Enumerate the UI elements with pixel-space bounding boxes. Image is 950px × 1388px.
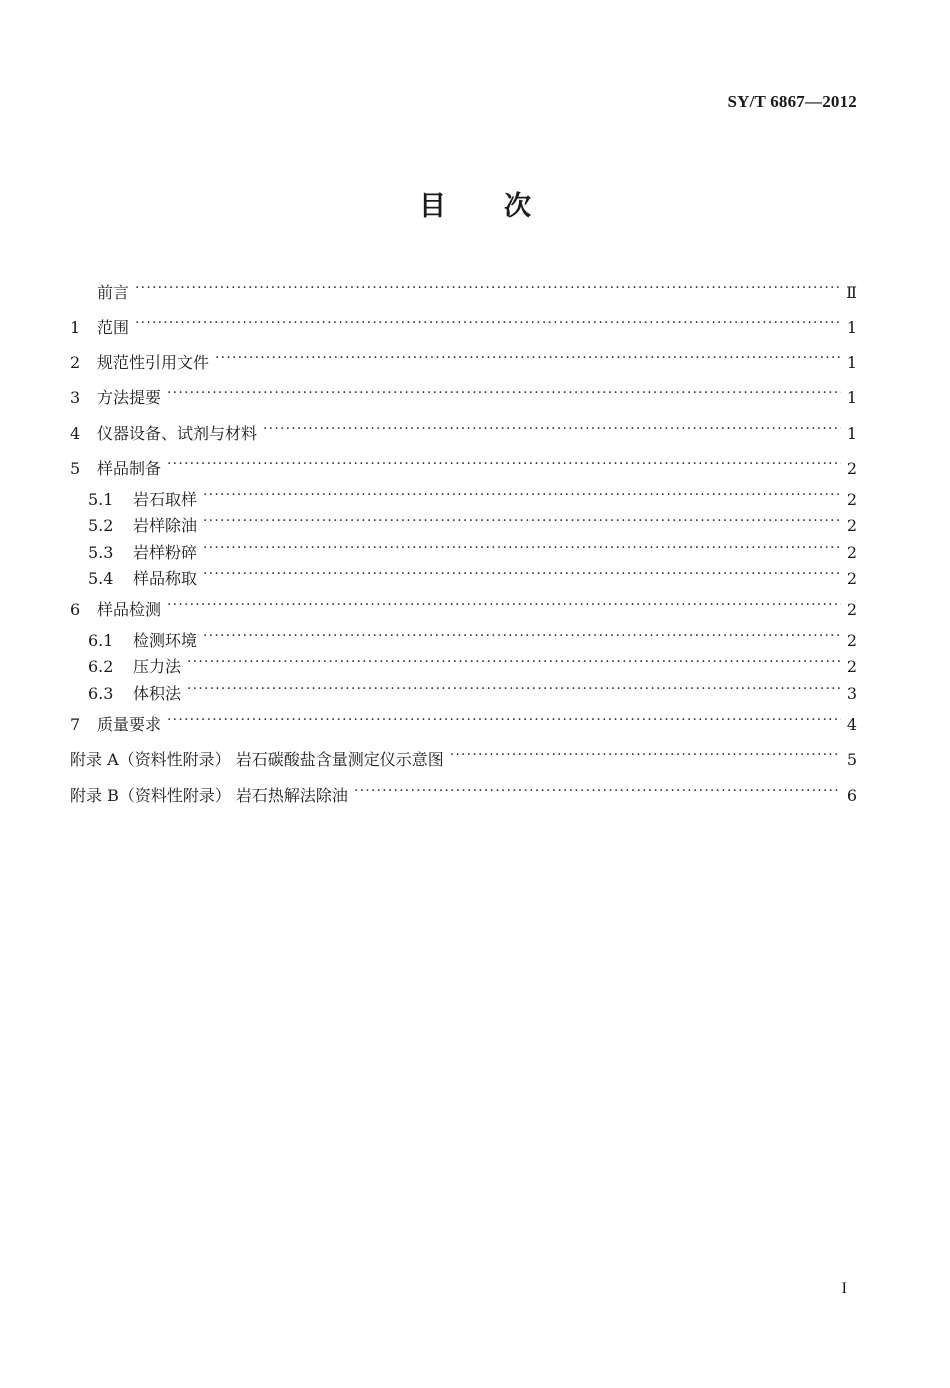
toc-leader-dots <box>203 538 841 558</box>
toc-subentry[interactable] <box>88 564 857 589</box>
toc-entry-label: 岩样粉碎 <box>133 543 198 562</box>
toc-entry-page: 1 <box>846 424 857 443</box>
toc-entry-label: 样品制备 <box>97 459 162 478</box>
toc-entry[interactable] <box>70 348 857 373</box>
toc-appendix-entry[interactable] <box>70 781 857 806</box>
toc-entry-label: 压力法 <box>133 657 182 676</box>
toc-leader-dots <box>167 595 841 615</box>
toc-entry-page: 2 <box>846 631 857 650</box>
toc-entry-page: 2 <box>846 657 857 676</box>
toc-entry-number: 6 <box>70 600 81 619</box>
toc-entry-label: 附录 B（资料性附录） 岩石热解法除油 <box>70 786 348 805</box>
toc-entry-page: 4 <box>846 715 857 734</box>
toc-entry-label: 方法提要 <box>97 388 162 407</box>
toc-entry-number: 5.2 <box>88 516 114 535</box>
toc-entry-page: 5 <box>846 750 857 769</box>
toc-entry-number: 3 <box>70 388 81 407</box>
toc-leader-dots <box>167 454 841 474</box>
toc-entry[interactable] <box>70 454 857 479</box>
toc-leader-dots <box>167 383 841 403</box>
toc-entry[interactable] <box>70 710 857 735</box>
toc-entry-label: 样品称取 <box>133 569 198 588</box>
toc-entry-label: 岩石取样 <box>133 490 198 509</box>
page-title: 目次 <box>419 191 589 222</box>
toc-leader-dots <box>215 348 841 368</box>
toc-entry-label: 样品检测 <box>97 600 162 619</box>
toc-entry[interactable] <box>70 419 857 444</box>
toc-leader-dots <box>167 710 841 730</box>
toc-leader-dots <box>203 626 841 646</box>
toc-leader-dots <box>203 511 841 531</box>
toc-entry-number: 2 <box>70 353 81 372</box>
toc-entry-page: 2 <box>846 543 857 562</box>
toc-entry-number: 7 <box>70 715 81 734</box>
toc-entry[interactable] <box>70 383 857 408</box>
toc-entry-page: 1 <box>846 353 857 372</box>
toc-entry-label: 检测环境 <box>133 631 198 650</box>
toc-entry-number: 6.3 <box>88 684 114 703</box>
toc-entry[interactable] <box>70 595 857 620</box>
toc-entry-page: 2 <box>846 516 857 535</box>
toc-subentry[interactable] <box>88 679 857 704</box>
toc-entry-number: 5.3 <box>88 543 114 562</box>
toc-leader-dots <box>354 781 841 801</box>
toc-entry-label: 质量要求 <box>97 715 162 734</box>
toc-entry-label: 附录 A（资料性附录） 岩石碳酸盐含量测定仪示意图 <box>70 750 444 769</box>
toc-entry-number: 6.2 <box>88 657 114 676</box>
toc-leader-dots <box>450 745 841 765</box>
toc-entry-label: 岩样除油 <box>133 516 198 535</box>
toc-entry-label: 范围 <box>97 318 130 337</box>
toc-entry-number: 6.1 <box>88 631 114 650</box>
toc-entry-page: 1 <box>846 388 857 407</box>
toc-entry-page: 2 <box>846 600 857 619</box>
toc-entry-number: 1 <box>70 318 81 337</box>
toc-entry-label: 仪器设备、试剂与材料 <box>97 424 258 443</box>
toc-leader-dots <box>203 485 841 505</box>
toc-leader-dots <box>203 564 841 584</box>
toc-entry-page: 1 <box>846 318 857 337</box>
toc-entry-number: 5 <box>70 459 81 478</box>
toc-leader-dots <box>135 313 841 333</box>
toc-subentry[interactable] <box>88 485 857 510</box>
toc-entry-page: 2 <box>846 490 857 509</box>
toc-entry-number: 5.1 <box>88 490 114 509</box>
toc-entry-number: 5.4 <box>88 569 114 588</box>
toc-entry-page: 6 <box>846 786 857 805</box>
toc-subentry[interactable] <box>88 626 857 651</box>
toc-entry-number: 4 <box>70 424 81 443</box>
toc-appendix-entry[interactable] <box>70 745 857 770</box>
toc-entry-page: 2 <box>846 459 857 478</box>
toc-entry-page: 2 <box>846 569 857 588</box>
toc-subentry[interactable] <box>88 511 857 536</box>
toc-entry-label: 规范性引用文件 <box>97 353 210 372</box>
toc-subentry[interactable] <box>88 538 857 563</box>
toc-leader-dots <box>187 679 841 699</box>
toc-leader-dots <box>187 652 841 672</box>
standard-code: SY/T 6867—2012 <box>727 92 857 111</box>
toc-entry-label: 体积法 <box>133 684 182 703</box>
toc-entry[interactable] <box>70 278 857 303</box>
toc-entry[interactable] <box>70 313 857 338</box>
toc-entry-page: Ⅱ <box>846 283 857 302</box>
toc-entry-page: 3 <box>846 684 857 703</box>
toc-entry-label: 前言 <box>97 283 130 302</box>
toc-leader-dots <box>135 278 840 298</box>
page-number: I <box>841 1280 847 1297</box>
toc-leader-dots <box>263 419 841 439</box>
toc-subentry[interactable] <box>88 652 857 677</box>
